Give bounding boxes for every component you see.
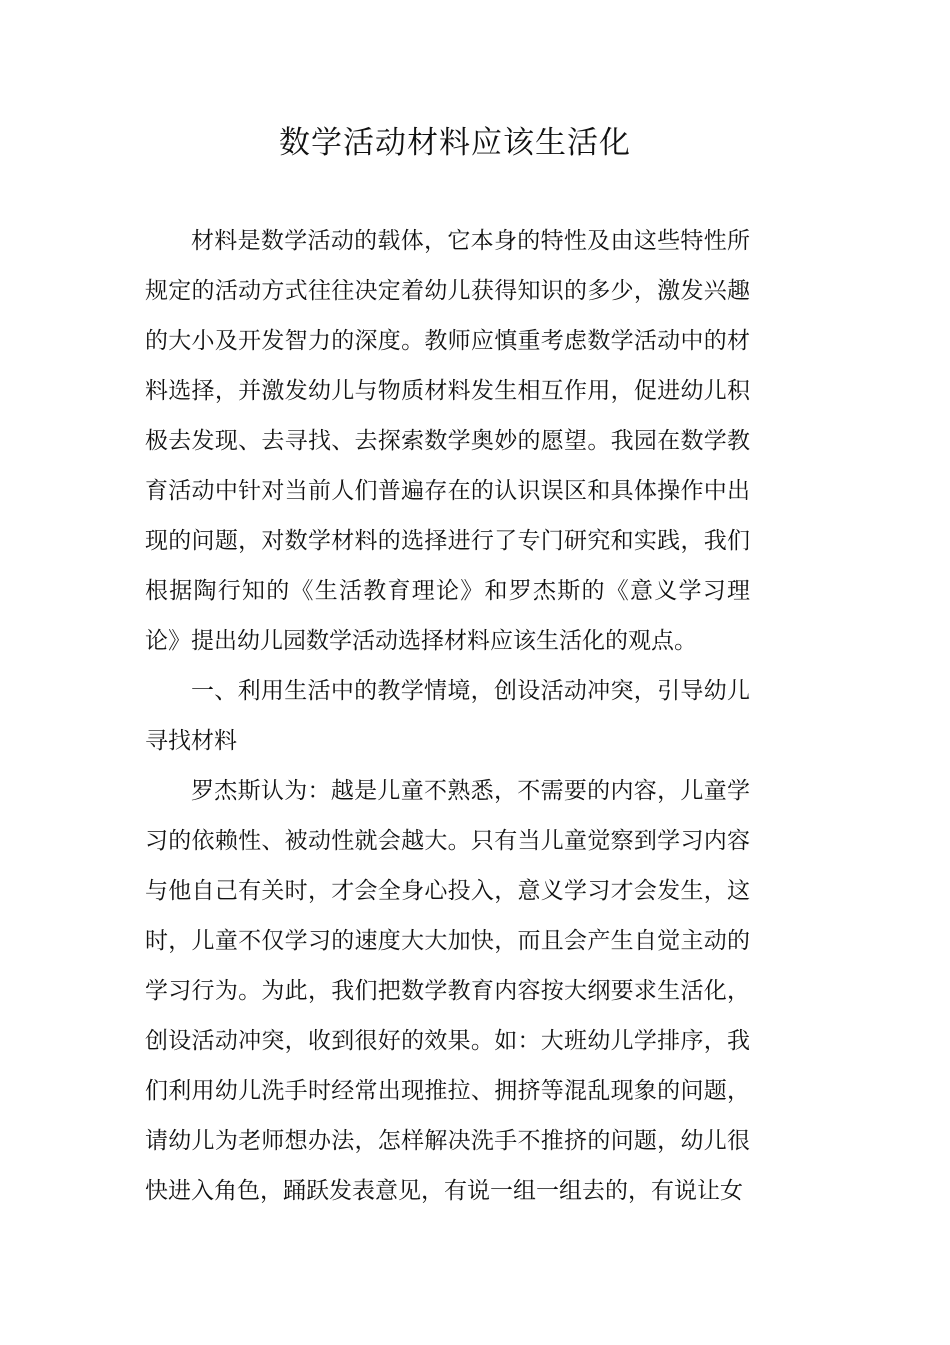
paragraph-rogers: 罗杰斯认为：越是儿童不熟悉，不需要的内容，儿童学习的依赖性、被动性就会越大。只有当儿童觉察到学习内容与他自己有关时，才会全身心投入，意义学习才会发生，这时，儿童不仅学习的速度大大加快，而且会产生自觉主动的学习行为。为此，我们把数学教育内容按大纲要求生活化，创设活动冲突，收到很好的效果。如：大班幼儿学排序，我们利用幼儿洗手时经常出现推拉、拥挤等混乱现象的问题，请幼儿为老师想办法，怎样解决洗手不推挤的问题，幼儿很快进入角色，踊跃发表意见，有说一组一组去的，有说让女 xyxy=(145,778,750,1204)
document-body xyxy=(145,216,750,1216)
document-title: 数学活动材料应该生活化 xyxy=(279,125,631,161)
section-heading-1: 一、利用生活中的教学情境，创设活动冲突，引导幼儿寻找材料 xyxy=(145,678,750,754)
paragraph-intro: 材料是数学活动的载体，它本身的特性及由这些特性所规定的活动方式往往决定着幼儿获得知识的多少，激发兴趣的大小及开发智力的深度。教师应慎重考虑数学活动中的材料选择，并激发幼儿与物质材料发生相互作用，促进幼儿积极去发现、去寻找、去探索数学奥妙的愿望。我园在数学教育活动中针对当前人们普遍存在的认识误区和具体操作中出现的问题，对数学材料的选择进行了专门研究和实践，我们根据陶行知的《生活教育理论》和罗杰斯的《意义学习理论》提出幼儿园数学活动选择材料应该生活化的观点。 xyxy=(145,228,750,654)
